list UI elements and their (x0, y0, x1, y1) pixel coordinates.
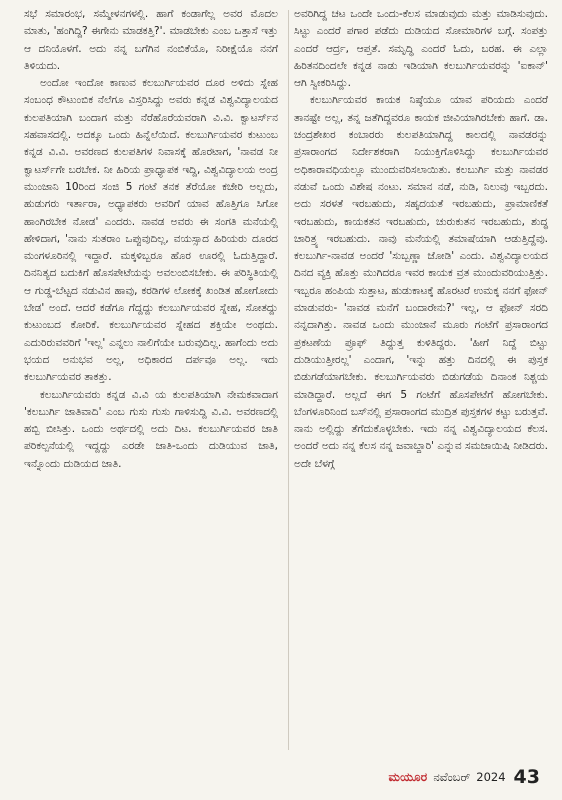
paragraph: ಕಲಬುರ್ಗಿಯವರು ಕನ್ನಡ ವಿ.ವಿ ಯ ಕುಲಪತಿಯಾಗಿ ನೇಮಕವಾದಾಗ 'ಕಲಬುರ್ಗಿ ಜಾತಿವಾದಿ' ಎಂಬ ಗುಸು ಗುಸು ಗಾಳಿಸುದ್ದಿ ವಿ.ವಿ. ಅವರಣದಲ್ಲಿ ಹಬ್ಬಿ ಬೀಸಿತ್ತು. ಒಂದು ಅರ್ಥದಲ್ಲಿ ಅದು ದಿಟ. ಕಲಬುರ್ಗಿಯವರ ಜಾತಿ ಪರಿಕಲ್ಪನೆಯಲ್ಲಿ ಇದ್ದದ್ದು ಎರಡೇ ಜಾತಿ-ಒಂದು ದುಡಿಯುವ ಜಾತಿ, ಇನ್ನೊಂದು ದುಡಿಯದ ಜಾತಿ. (24, 388, 278, 470)
article-column-left (24, 6, 278, 473)
article-column-right (294, 6, 548, 473)
magazine-page (14, 6, 549, 766)
column-divider (288, 10, 289, 750)
paragraph: ಅವರಿಗಿದ್ದ ಚಟ ಒಂದೇ ಒಂದು-ಕೆಲಸ ಮಾಡುವುದು ಮತ್ತು ಮಾಡಿಸುವುದು. ಸಿಟ್ಟು ಎಂದರೆ ಪಗಾರ ಪಡೆದು ದುಡಿಯದ ಸೋಮಾರಿಗಳ ಬಗ್ಗೆ. ಸಂಪತ್ತು ಎಂದರೆ ಆರ್ದ್ರ, ಆಪ್ತತೆ. ಸಮೃದ್ಧಿ ಎಂದರೆ ಓದು, ಬರಹ. ಈ ಎಲ್ಲಾ ಹಿರಿತನದಿಂದಲೇ ಕನ್ನಡ ನಾಡು ಇಡಿಯಾಗಿ ಕಲಬುರ್ಗಿಯವರನ್ನು 'ಐಕಾನ್' ಆಗಿ ಸ್ವೀಕರಿಸಿದ್ದು. (294, 8, 548, 90)
paragraph: ಸಭೆ ಸಮಾರಂಭ, ಸಮ್ಮೇಳನಗಳಲ್ಲಿ. ಹಾಗೆ ಕಂಡಾಗೆಲ್ಲ ಅವರ ಮೊದಲ ಮಾತು, 'ಹಂಗಿದ್ದಿ? ಈಗೇನು ಮಾಡಕತ್ತಿ?'. ಮಾಡಬೇಕು ಎಂಬ ಒತ್ತಾಸೆ ಇತ್ತು ಆ ದನಿಯೊಳಗೆ. ಅದು ನನ್ನ ಬಗೆಗಿನ ನಂಬಿಕೆಯೊ, ನಿರೀಕ್ಷೆಯೊ ನನಗೆ ತಿಳಿಯದು. (24, 8, 278, 72)
issue-month: ನವೆಂಬರ್ (433, 769, 471, 784)
page-number: 43 (513, 766, 540, 788)
issue-year: 2024 (476, 770, 506, 784)
paragraph: ಅಂದೋ ಇಂದೋ ಕಾಣುವ ಕಲಬುರ್ಗಿಯವರ ದೂರ ಅಳಿದು ಸ್ನೇಹ ಸಂಬಂಧ ಕೌಟುಂಬಿಕ ನೆಲೆಗೂ ವಿಸ್ತರಿಸಿದ್ದು ಅವರು ಕನ್ನಡ ವಿಶ್ವವಿದ್ಯಾಲಯದ ಕುಲಪತಿಯಾಗಿ ಬಂದಾಗ ಮತ್ತು ನೆರೆಹೊರೆಯವರಾಗಿ ವಿ.ವಿ. ಕ್ವಾಟರ್ಸ್‌ನ ಸಹವಾಸದಲ್ಲಿ. ಅದಕ್ಕೂ ಒಂದು ಹಿನ್ನೆಲೆಯಿದೆ. ಕಲಬುರ್ಗಿಯವರ ಕುಟುಂಬ ಕನ್ನಡ ವಿ.ವಿ. ಅವರಣದ ಕುಲಪತಿಗಳ ನಿವಾಸಕ್ಕೆ ಹೊರಟಾಗ, 'ನಾವಡ ನೀ ಕ್ವಾಟರ್ಸ್‌ಗೇ ಬರಬೇಕ. ನೀ ಹಿರಿಯ ಪ್ರಾಧ್ಯಾಪಕ ಇದ್ದಿ, ವಿಶ್ವವಿದ್ಯಾಲಯ ಅಂದ್ರ ಮುಂಜಾನಿ 10ರಿಂದ ಸಂಜಿ 5 ಗಂಟೆ ತನಕ ತೆರೆಯೋ ಕಚೇರಿ ಅಲ್ಲದು, ಹುಡುಗರು ಇರ್ತಾರಾ, ಅಧ್ಯಾಪಕರು ಅವರಿಗೆ ಯಾವ ಹೊತ್ತಿಗೂ ಸಿಗೋ ಹಾಂಗಿರಬೇಕ ನೋಡ' ಎಂದರು. ನಾವಡ ಅವರು ಈ ಸಂಗತಿ ಮನೆಯಲ್ಲಿ ಹೇಳಿದಾಗ, 'ನಾನು ಸುತರಾಂ ಒಪ್ಪುವುದಿಲ್ಲ, ವಯಸ್ಸಾದ ಹಿರಿಯರು ದೂರದ ಮಂಗಳೂರಿನಲ್ಲಿ ಇದ್ದಾರೆ. ಮಕ್ಕಳಿಬ್ಬರೂ ಹೊರ ಊರಲ್ಲಿ ಓದುತ್ತಿದ್ದಾರೆ. ದಿನನಿತ್ಯದ ಬದುಕಿಗೆ ಹೊಸಪೇಟೆಯನ್ನು ಅವಲಂಬಿಸಬೇಕು. ಈ ಪರಿಸ್ಥಿತಿಯಲ್ಲಿ ಆ ಗುಡ್ಡ-ಬೆಟ್ಟದ ನಡುವಿನ ಹಾವು, ಕರಡಿಗಳ ಲೋಕಕ್ಕೆ ಖಂಡಿತ ಹೋಗೋದು ಬೇಡ' ಅಂದೆ. ಆದರೆ ಕಡೆಗೂ ಗೆದ್ದದ್ದು ಕಲಬುರ್ಗಿಯವರ ಸ್ನೇಹ, ಸೋತದ್ದು ಕುಟುಂಬದ ಕೋರಿಕೆ. ಕಲಬುರ್ಗಿಯವರ ಸ್ನೇಹದ ಶಕ್ತಿಯೇ ಅಂಥದು. ಎದುರಿರುವವರಿಗೆ 'ಇಲ್ಲ' ಎನ್ನಲು ನಾಲಿಗೆಯೇ ಬರುವುದಿಲ್ಲ. ಹಾಗೆಂದು ಅದು ಭಯದ ಅನುಭವ ಅಲ್ಲ, ಅಧಿಕಾರದ ದರ್ಪವೂ ಅಲ್ಲ. ಇದು ಕಲಬುರ್ಗಿಯವರ ತಾಕತ್ತು. (24, 77, 278, 384)
page-footer (0, 760, 562, 794)
paragraph: ಕಲಬುರ್ಗಿಯವರ ಕಾಯಕ ನಿಷ್ಠೆಯೂ ಯಾವ ಪರಿಯದು ಎಂದರೆ ತಾನಷ್ಟೇ ಅಲ್ಲ, ತನ್ನ ಜತೆಗಿದ್ದವರೂ ಕಾಯಕ ಜೀವಿಯಾಗಿರಬೇಕು ಹಾಗೆ. ಡಾ. ಚಂದ್ರಶೇಖರ ಕಂಬಾರರು ಕುಲಪತಿಯಾಗಿದ್ದ ಕಾಲದಲ್ಲಿ ನಾವಡರನ್ನು ಪ್ರಸಾರಾಂಗದ ನಿರ್ದೇಶಕರಾಗಿ ನಿಯುಕ್ತಿಗೊಳಿಸಿದ್ದು ಕಲಬುರ್ಗಿಯವರ ಅಧಿಕಾರಾವಧಿಯಲ್ಲೂ ಮುಂದುವರಿಸಲಾಯಿತು. ಕಲಬುರ್ಗಿ ಮತ್ತು ನಾವಡರ ನಡುವೆ ಒಂದು ವಿಶೇಷ ನಂಟು. ಸಮಾನ ನಡೆ, ನುಡಿ, ನಿಲುವು ಇಬ್ಬರದು. ಅದು ಸರಳತೆ ಇರಬಹುದು, ಸಹೃದಯತೆ ಇರಬಹುದು, ಪ್ರಾಮಾಣಿಕತೆ ಇರಬಹುದು, ಕಾಯಕತನ ಇರಬಹುದು, ಚುರುಕುತನ ಇರಬಹುದು, ಶುದ್ಧ ಚಾರಿತ್ರ್ಯ ಇರಬಹುದು. ನಾವು ಮನೆಯಲ್ಲಿ ತಮಾಷೆಯಾಗಿ ಆಡುತ್ತಿದ್ದೆವು. ಕಲಬುರ್ಗಿ-ನಾವಡ ಅಂದರೆ 'ಸುಬ್ಬಣ್ಣಾ ಜೋಡಿ' ಎಂದು. ವಿಶ್ವವಿದ್ಯಾಲಯದ ದಿನದ ವ್ಯಕ್ತಿ ಹೊತ್ತು ಮುಗಿದರೂ ಇವರ ಕಾಯಕ ವ್ರತ ಮುಂದುವರಿಯುತ್ತಿತ್ತು. ಇಬ್ಬರೂ ಹಂಪಿಯ ಸುತ್ತಾಟ, ಹುಡುಕಾಟಕ್ಕೆ ಹೊರಟರೆ ಉಮಕ್ಕ ನನಗೆ ಫೋನ್ ಮಾಡುವರು- 'ನಾವಡ ಮನೆಗೆ ಬಂದಾರೇನು?' ಇಲ್ಲ, ಆ ಫೋನ್ ಸರದಿ ನನ್ನದಾಗಿತ್ತು. ನಾವಡ ಒಂದು ಮುಂಜಾನೆ ಮೂರು ಗಂಟೆಗೆ ಪ್ರಸಾರಾಂಗದ ಪ್ರಕಟಣೆಯ ಪ್ರೂಫ್ ತಿದ್ದುತ್ತ ಕುಳಿತಿದ್ದರು. 'ಹೀಗೆ ನಿದ್ದೆ ಬಿಟ್ಟು ದುಡಿಯುತ್ತೀರಲ್ಲ' ಎಂದಾಗ, 'ಇನ್ನು ಹತ್ತು ದಿನದಲ್ಲಿ ಈ ಪುಸ್ತಕ ಬಿಡುಗಡೆಯಾಗಬೇಕು. ಕಲಬುರ್ಗಿಯವರು ಬಿಡುಗಡೆಯ ದಿನಾಂಕ ನಿಶ್ಚಯ ಮಾಡಿದ್ದಾರೆ. ಅಲ್ಲದೆ ಈಗ 5 ಗಂಟೆಗೆ ಹೊಸಪೇಟೆಗೆ ಹೋಗಬೇಕು. ಬೆಂಗಳೂರಿನಿಂದ ಬಸ್‌ನಲ್ಲಿ ಪ್ರಸಾರಾಂಗದ ಮುದ್ರಿತ ಪುಸ್ತಕಗಳ ಕಟ್ಟು ಬರುತ್ತವೆ. ನಾನು ಅಲ್ಲಿದ್ದು ತೆಗೆದುಕೊಳ್ಳಬೇಕು. ಇದು ನನ್ನ ವಿಶ್ವವಿದ್ಯಾಲಯದ ಕೆಲಸ. ಅಂದರೆ ಅದು ನನ್ನ ಕೆಲಸ ನನ್ನ ಜವಾಬ್ದಾರಿ' ಎನ್ನುವ ಸಮಜಾಯಿಷಿ ನೀಡಿದರು. ಅದೇ ಬೆಳಗ್ಗೆ (294, 94, 548, 470)
magazine-name: ಮಯೂರ (388, 769, 428, 784)
